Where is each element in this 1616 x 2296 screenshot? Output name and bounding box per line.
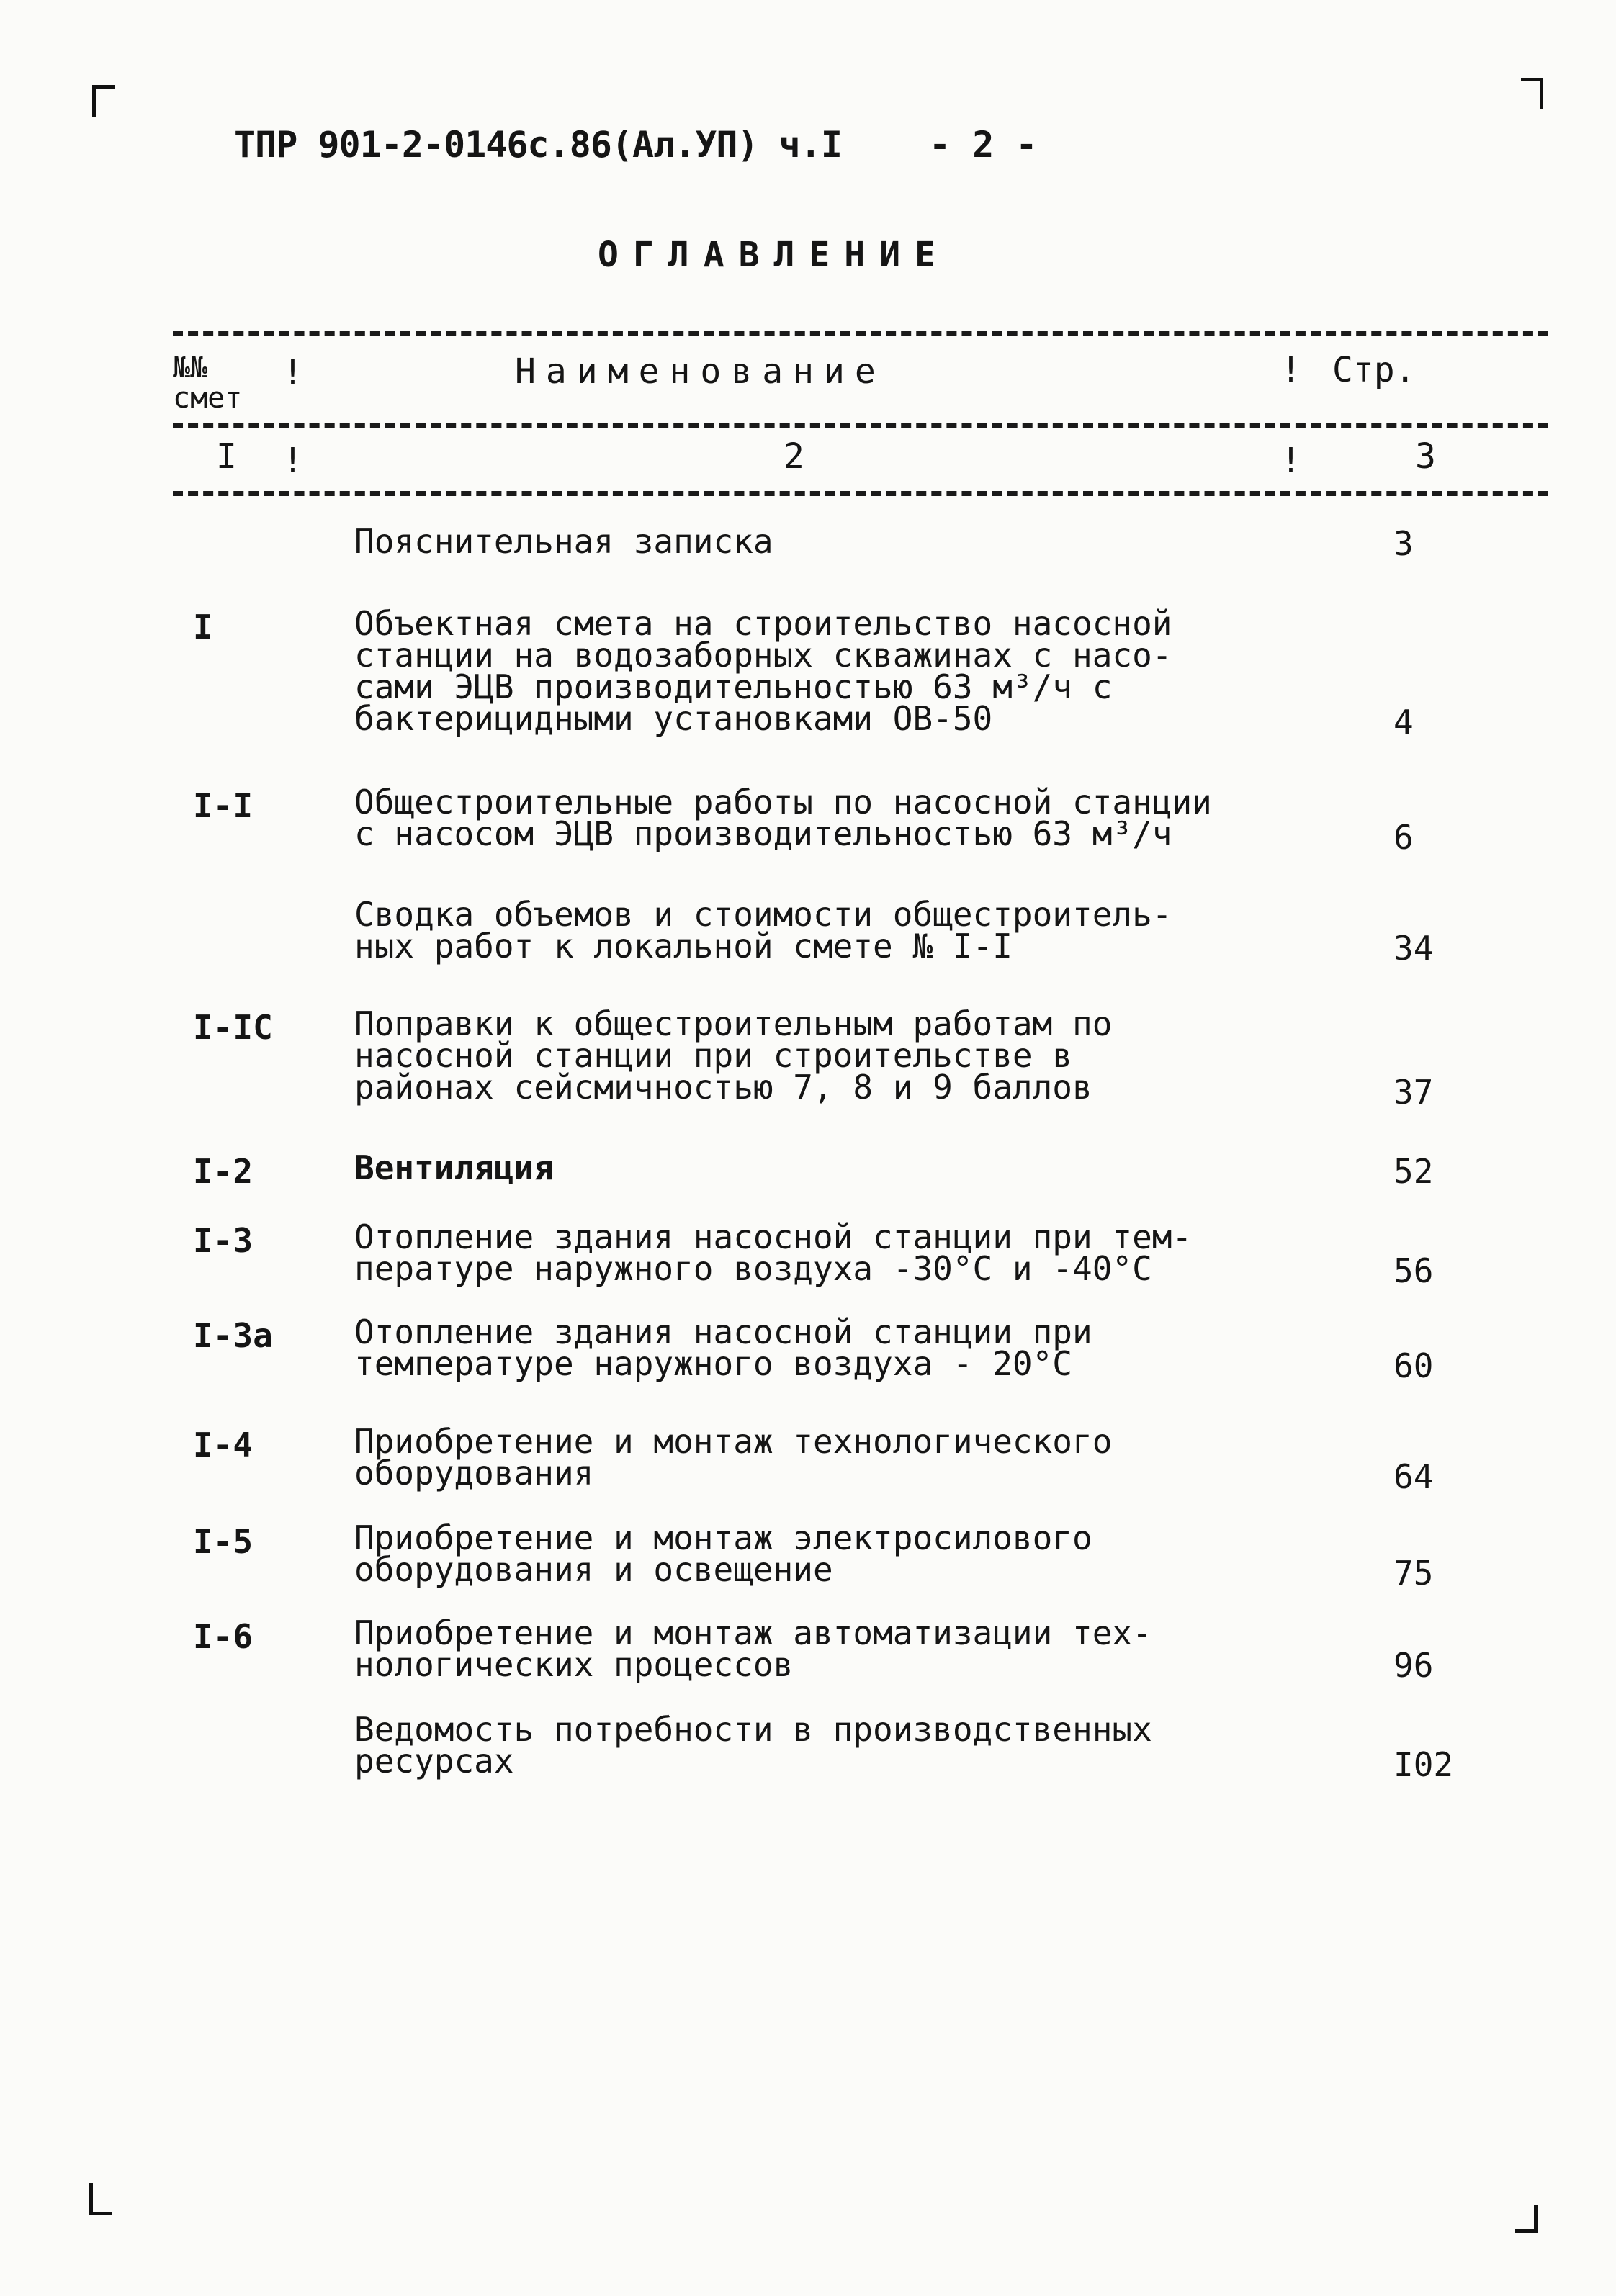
row-title-line: районах сейсмичностью 7, 8 и 9 баллов	[354, 1068, 1092, 1107]
row-title-line: Сводка объемов и стоимости общестроитель-	[354, 895, 1172, 934]
row-title	[354, 895, 1172, 965]
row-title-line: с насосом ЭЦВ производительностью 63 м³/ч	[354, 814, 1172, 853]
table-rule-bottom	[173, 491, 1548, 496]
row-code: I-2	[193, 1152, 253, 1191]
crop-mark-top-right	[1521, 78, 1543, 109]
column-number-2: 2	[784, 436, 804, 477]
row-code: I	[193, 608, 213, 647]
row-title-line: Пояснительная записка	[354, 522, 773, 561]
column-separator: !	[282, 441, 303, 481]
row-title	[354, 1518, 1092, 1589]
table-rule-middle	[173, 423, 1548, 428]
row-code: I-6	[193, 1617, 253, 1656]
column-header-number	[173, 353, 242, 413]
row-title	[354, 1710, 1152, 1780]
row-page: 60	[1393, 1346, 1434, 1385]
row-title-line: пературе наружного воздуха -30°С и -40°С	[354, 1249, 1152, 1288]
column-separator: !	[282, 353, 303, 393]
row-title-line: температуре наружного воздуха - 20°С	[354, 1344, 1072, 1383]
row-code: I-4	[193, 1426, 253, 1464]
row-page: 64	[1393, 1457, 1434, 1496]
row-title	[354, 1313, 1092, 1383]
column-separator: !	[1280, 350, 1301, 390]
row-title-line: сами ЭЦВ производительностью 63 м³/ч с	[354, 667, 1113, 706]
column-header-page: Стр.	[1332, 350, 1416, 390]
row-title-line: Вентиляция	[354, 1148, 554, 1187]
row-page: 75	[1393, 1554, 1434, 1593]
row-page: 34	[1393, 929, 1434, 968]
row-title	[354, 783, 1212, 853]
row-title-line: Приобретение и монтаж электросилового	[354, 1518, 1092, 1557]
row-title-line: бактерицидными установками ОВ-50	[354, 699, 993, 738]
row-title	[354, 1217, 1193, 1288]
page-number: - 2 -	[929, 124, 1038, 166]
row-code: I-I	[193, 786, 253, 825]
row-code: I-3а	[193, 1316, 273, 1355]
row-title-line: Отопление здания насосной станции при тем-	[354, 1217, 1193, 1256]
row-title-line: оборудования	[354, 1454, 594, 1493]
column-separator: !	[1280, 441, 1301, 481]
row-title-line: ресурсах	[354, 1742, 514, 1780]
row-title-line: Приобретение и монтаж автоматизации тех-	[354, 1613, 1152, 1652]
crop-mark-bottom-right	[1515, 2205, 1538, 2233]
row-code: I-IC	[193, 1008, 273, 1047]
row-page: 3	[1393, 524, 1414, 563]
row-title-line: оборудования и освещение	[354, 1550, 833, 1589]
page-title: ОГЛАВЛЕНИЕ	[598, 235, 950, 275]
row-title	[354, 1613, 1152, 1684]
row-title-line: Объектная смета на строительство насосной	[354, 604, 1172, 643]
row-title-line: Отопление здания насосной станции при	[354, 1313, 1092, 1351]
row-code: I-3	[193, 1221, 253, 1260]
column-header-name: Наименование	[515, 351, 886, 392]
row-title-line: ных работ к локальной смете № I-I	[354, 927, 1013, 965]
row-page: I02	[1393, 1745, 1454, 1784]
row-page: 37	[1393, 1073, 1434, 1112]
column-number-3: 3	[1415, 436, 1436, 477]
row-title-line: Общестроительные работы по насосной станции	[354, 783, 1212, 821]
row-title	[354, 1422, 1113, 1493]
row-page: 56	[1393, 1251, 1434, 1290]
row-title-line: станции на водозаборных скважинах с насо-	[354, 636, 1172, 675]
row-page: 96	[1393, 1646, 1434, 1685]
column-number-1: I	[216, 436, 237, 477]
row-title	[354, 604, 1172, 738]
row-title-line: Поправки к общестроительным работам по	[354, 1004, 1113, 1043]
column-header-number-line1: №№	[173, 351, 208, 384]
column-header-number-line2: смет	[173, 382, 243, 415]
row-title	[354, 522, 773, 561]
row-code: I-5	[193, 1522, 253, 1561]
row-title-line: насосной станции при строительстве в	[354, 1036, 1072, 1075]
document-code: ТПР 901-2-0146с.86(Ал.УП) ч.I	[234, 124, 842, 166]
row-title	[354, 1148, 554, 1187]
crop-mark-top-left	[92, 85, 115, 117]
row-page: 52	[1393, 1152, 1434, 1191]
row-page: 4	[1393, 703, 1414, 742]
row-title	[354, 1004, 1113, 1107]
table-rule-top	[173, 331, 1548, 336]
row-page: 6	[1393, 818, 1414, 857]
row-title-line: Приобретение и монтаж технологического	[354, 1422, 1113, 1461]
row-title-line: нологических процессов	[354, 1645, 794, 1684]
crop-mark-bottom-left	[89, 2183, 112, 2215]
row-title-line: Ведомость потребности в производственных	[354, 1710, 1152, 1749]
